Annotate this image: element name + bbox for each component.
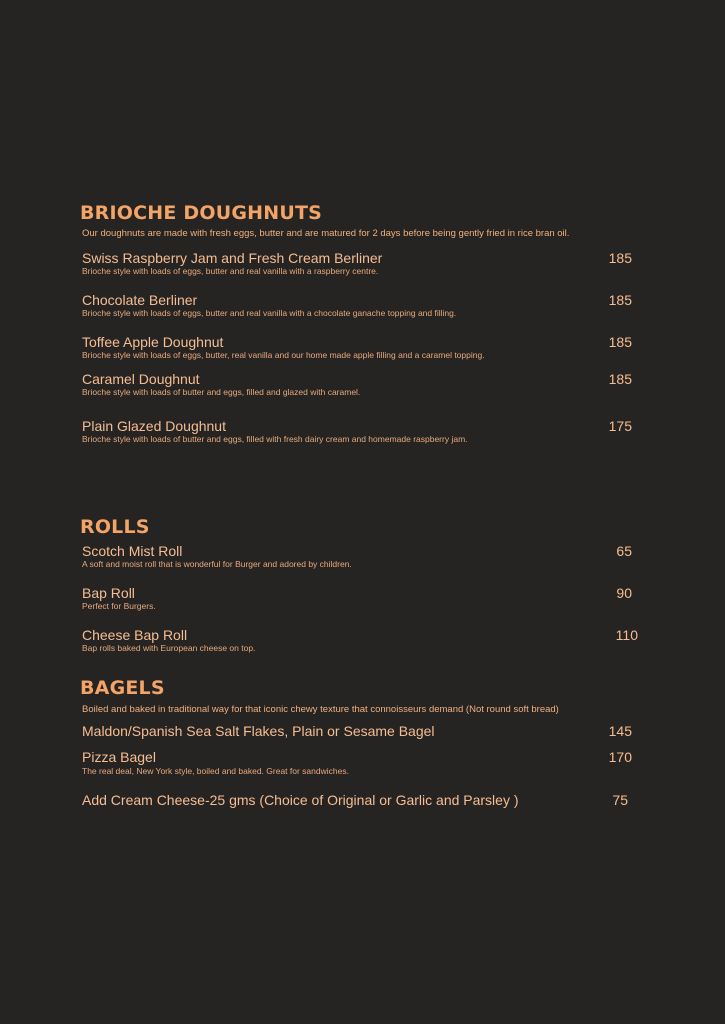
item-price: 110 [615, 627, 638, 643]
item-name: Scotch Mist Roll [82, 543, 183, 559]
item-price: 185 [608, 371, 632, 387]
item-name: Pizza Bagel [82, 749, 156, 765]
item-price: 170 [608, 749, 632, 765]
item-name: Add Cream Cheese-25 gms (Choice of Original or Garlic and Parsley ) [82, 792, 519, 808]
item-desc: Brioche style with loads of butter and eggs, filled with fresh dairy cream and homemade raspberry jam. [82, 434, 468, 444]
item-name: Toffee Apple Doughnut [82, 334, 224, 350]
item-name: Plain Glazed Doughnut [82, 418, 226, 434]
item-name: Caramel Doughnut [82, 371, 200, 387]
section-title-bagels: BAGELS [80, 677, 165, 699]
item-price: 75 [612, 792, 628, 808]
item-desc: Brioche style with loads of eggs, butter and real vanilla with a chocolate ganache topping and filling. [82, 308, 457, 318]
item-desc: Bap rolls baked with European cheese on top. [82, 643, 256, 653]
item-name: Cheese Bap Roll [82, 627, 188, 643]
item-name: Chocolate Berliner [82, 292, 198, 308]
item-price: 145 [608, 723, 632, 739]
section-title-rolls: ROLLS [80, 516, 150, 538]
item-price: 90 [616, 585, 632, 601]
item-desc: Brioche style with loads of eggs, butter and real vanilla with a raspberry centre. [82, 266, 379, 276]
item-price: 65 [616, 543, 632, 559]
section-title-doughnuts: BRIOCHE DOUGHNUTS [80, 202, 322, 224]
item-price: 185 [608, 292, 632, 308]
item-name: Swiss Raspberry Jam and Fresh Cream Berliner [82, 250, 383, 266]
item-name: Bap Roll [82, 585, 135, 601]
item-desc: Brioche style with loads of butter and eggs, filled and glazed with caramel. [82, 387, 361, 397]
item-price: 185 [608, 250, 632, 266]
item-desc: Perfect for Burgers. [82, 601, 156, 611]
item-price: 185 [608, 334, 632, 350]
section-intro-doughnuts: Our doughnuts are made with fresh eggs, butter and are matured for 2 days before being gently fried in rice bran oil. [82, 228, 570, 239]
item-desc: A soft and moist roll that is wonderful for Burger and adored by children. [82, 559, 352, 569]
item-price: 175 [608, 418, 632, 434]
item-desc: Brioche style with loads of eggs, butter, real vanilla and our home made apple filling and a caramel topping. [82, 350, 485, 360]
item-name: Maldon/Spanish Sea Salt Flakes, Plain or Sesame Bagel [82, 723, 435, 739]
section-intro-bagels: Boiled and baked in traditional way for that iconic chewy texture that connoisseurs demand (Not round soft bread) [82, 704, 559, 715]
item-desc: The real deal, New York style, boiled and baked. Great for sandwiches. [82, 766, 349, 776]
